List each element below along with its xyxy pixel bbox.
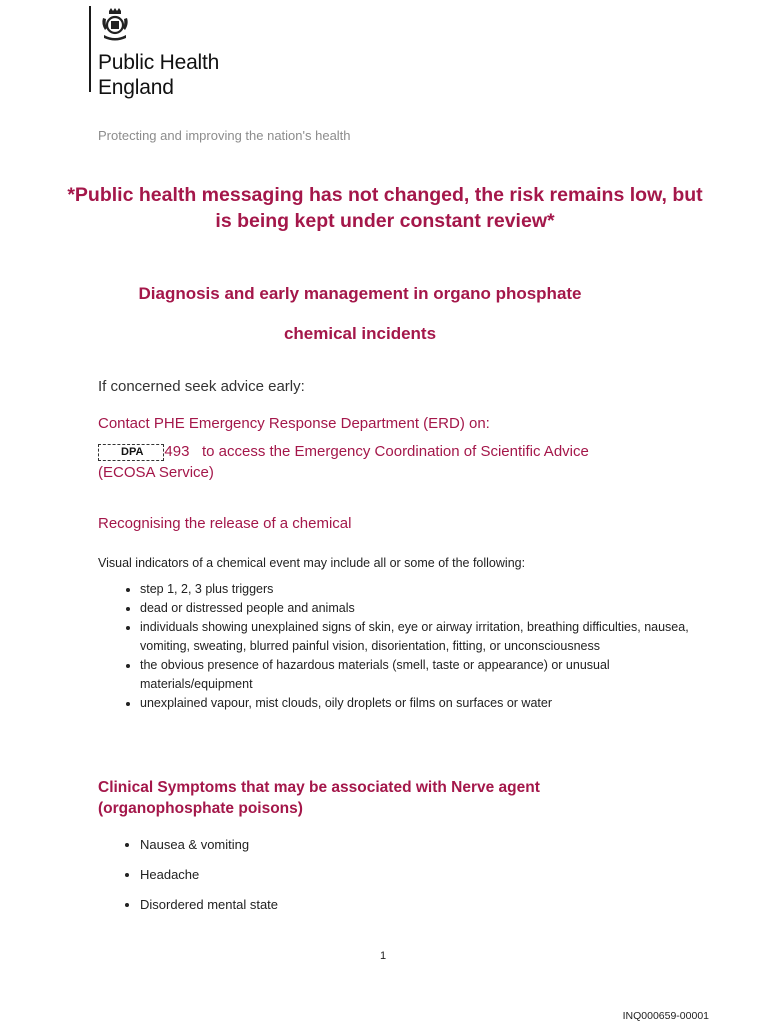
recognising-heading: Recognising the release of a chemical bbox=[98, 515, 352, 532]
list-item: • individuals showing unexplained signs of skin, eye or airway irritation, breathing difficulties, nausea, vomiting, sweating, blurred painful vision, disorientation, fitting, or unconsciousness bbox=[140, 618, 700, 656]
list-item: • the obvious presence of hazardous materials (smell, taste or appearance) or unusual materials/equipment bbox=[140, 656, 700, 694]
document-title-line2: chemical incidents bbox=[283, 324, 437, 343]
list-item: • Nausea & vomiting bbox=[140, 836, 540, 866]
access-text: to access the Emergency Coordination of Scientific Advice bbox=[201, 443, 589, 460]
indicator-list bbox=[98, 580, 700, 713]
document-title-line1: Diagnosis and early management in organo phosphate bbox=[138, 284, 582, 303]
redaction-box: DPA bbox=[98, 444, 164, 461]
page-number: 1 bbox=[380, 950, 387, 962]
list-item: • Headache bbox=[140, 866, 540, 896]
headline: *Public health messaging has not changed, the risk remains low, but is being kept under constant review* bbox=[67, 184, 703, 232]
org-name-line1: Public Health bbox=[98, 51, 220, 74]
list-item: • unexplained vapour, mist clouds, oily droplets or films on surfaces or water bbox=[140, 694, 700, 713]
symptom-list bbox=[98, 836, 540, 926]
organisation-name bbox=[98, 50, 219, 100]
document-reference: INQ000659-00001 bbox=[622, 1010, 709, 1022]
phone-suffix: 493 bbox=[164, 443, 190, 460]
concern-text: If concerned seek advice early: bbox=[98, 378, 305, 395]
logo-divider bbox=[89, 6, 91, 92]
phone-line bbox=[98, 443, 589, 461]
tagline: Protecting and improving the nation's health bbox=[98, 128, 351, 143]
clinical-heading: Clinical Symptoms that may be associated with Nerve agent (organophosphate poisons) bbox=[98, 779, 540, 817]
list-item: • Disordered mental state bbox=[140, 896, 540, 926]
list-item: • step 1, 2, 3 plus triggers bbox=[140, 580, 700, 599]
list-item: • dead or distressed people and animals bbox=[140, 599, 700, 618]
ecosa-service: (ECOSA Service) bbox=[98, 464, 214, 481]
recognising-intro: Visual indicators of a chemical event may include all or some of the following: bbox=[98, 556, 526, 570]
royal-crest-icon bbox=[100, 8, 130, 42]
contact-text: Contact PHE Emergency Response Department (ERD) on: bbox=[98, 415, 490, 432]
org-name-line2: England bbox=[98, 76, 174, 99]
